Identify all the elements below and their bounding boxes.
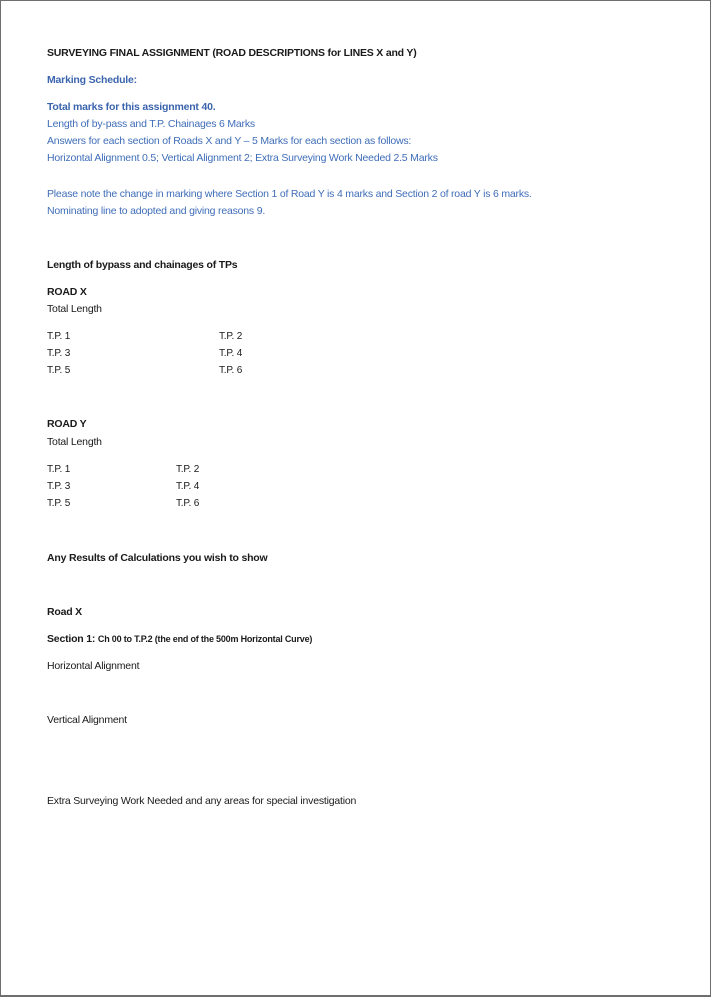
road-x-tp-row-3 [47, 362, 307, 379]
road-x-tp2: T.P. 2 [219, 331, 243, 342]
document-title: SURVEYING FINAL ASSIGNMENT (ROAD DESCRIPTIONS for LINES X and Y) [47, 47, 417, 59]
extra-surveying-label: Extra Surveying Work Needed and any areas for special investigation [47, 795, 357, 807]
road-x-total-length: Total Length [47, 303, 102, 315]
road-x-tp3: T.P. 3 [47, 348, 71, 359]
road-x-tp1: T.P. 1 [47, 331, 71, 342]
road-x-tp-row-2 [47, 345, 307, 362]
marking-line-1: Length of by-pass and T.P. Chainages 6 Marks [47, 118, 255, 130]
road-x-tp6: T.P. 6 [219, 365, 243, 376]
marking-line-2: Answers for each section of Roads X and Y – 5 Marks for each section as follows: [47, 135, 412, 147]
road-x-heading: ROAD X [47, 286, 87, 298]
road-y-tp-row-2 [47, 478, 267, 495]
section-1-line [47, 631, 312, 648]
vertical-alignment-label: Vertical Alignment [47, 714, 127, 726]
road-y-tp1: T.P. 1 [47, 464, 71, 475]
horizontal-alignment-label: Horizontal Alignment [47, 660, 140, 672]
road-x-tp5: T.P. 5 [47, 365, 71, 376]
marking-note-2: Nominating line to adopted and giving reasons 9. [47, 205, 266, 217]
length-heading: Length of bypass and chainages of TPs [47, 259, 238, 271]
marking-total: Total marks for this assignment 40. [47, 101, 216, 113]
results-heading: Any Results of Calculations you wish to show [47, 552, 268, 564]
road-y-tp2: T.P. 2 [176, 464, 200, 475]
road-y-total-length: Total Length [47, 436, 102, 448]
section-1-label: Section 1: [47, 633, 98, 645]
road-y-tp3: T.P. 3 [47, 481, 71, 492]
road-x-section-heading: Road X [47, 606, 82, 618]
road-y-tp4: T.P. 4 [176, 481, 200, 492]
marking-schedule-heading: Marking Schedule: [47, 74, 137, 86]
road-y-tp-row-3 [47, 495, 267, 512]
section-1-detail: Ch 00 to T.P.2 (the end of the 500m Horizontal Curve) [97, 634, 313, 644]
road-x-tp-row-1 [47, 328, 307, 345]
road-x-tp4: T.P. 4 [219, 348, 243, 359]
road-y-tp-row-1 [47, 461, 267, 478]
marking-note-1: Please note the change in marking where Section 1 of Road Y is 4 marks and Section 2 of road Y is 6 marks. [47, 188, 532, 200]
road-y-heading: ROAD Y [47, 418, 87, 430]
road-y-tp6: T.P. 6 [176, 498, 200, 509]
road-y-tp5: T.P. 5 [47, 498, 71, 509]
marking-line-3: Horizontal Alignment 0.5; Vertical Alignment 2; Extra Surveying Work Needed 2.5 Marks [47, 152, 438, 164]
